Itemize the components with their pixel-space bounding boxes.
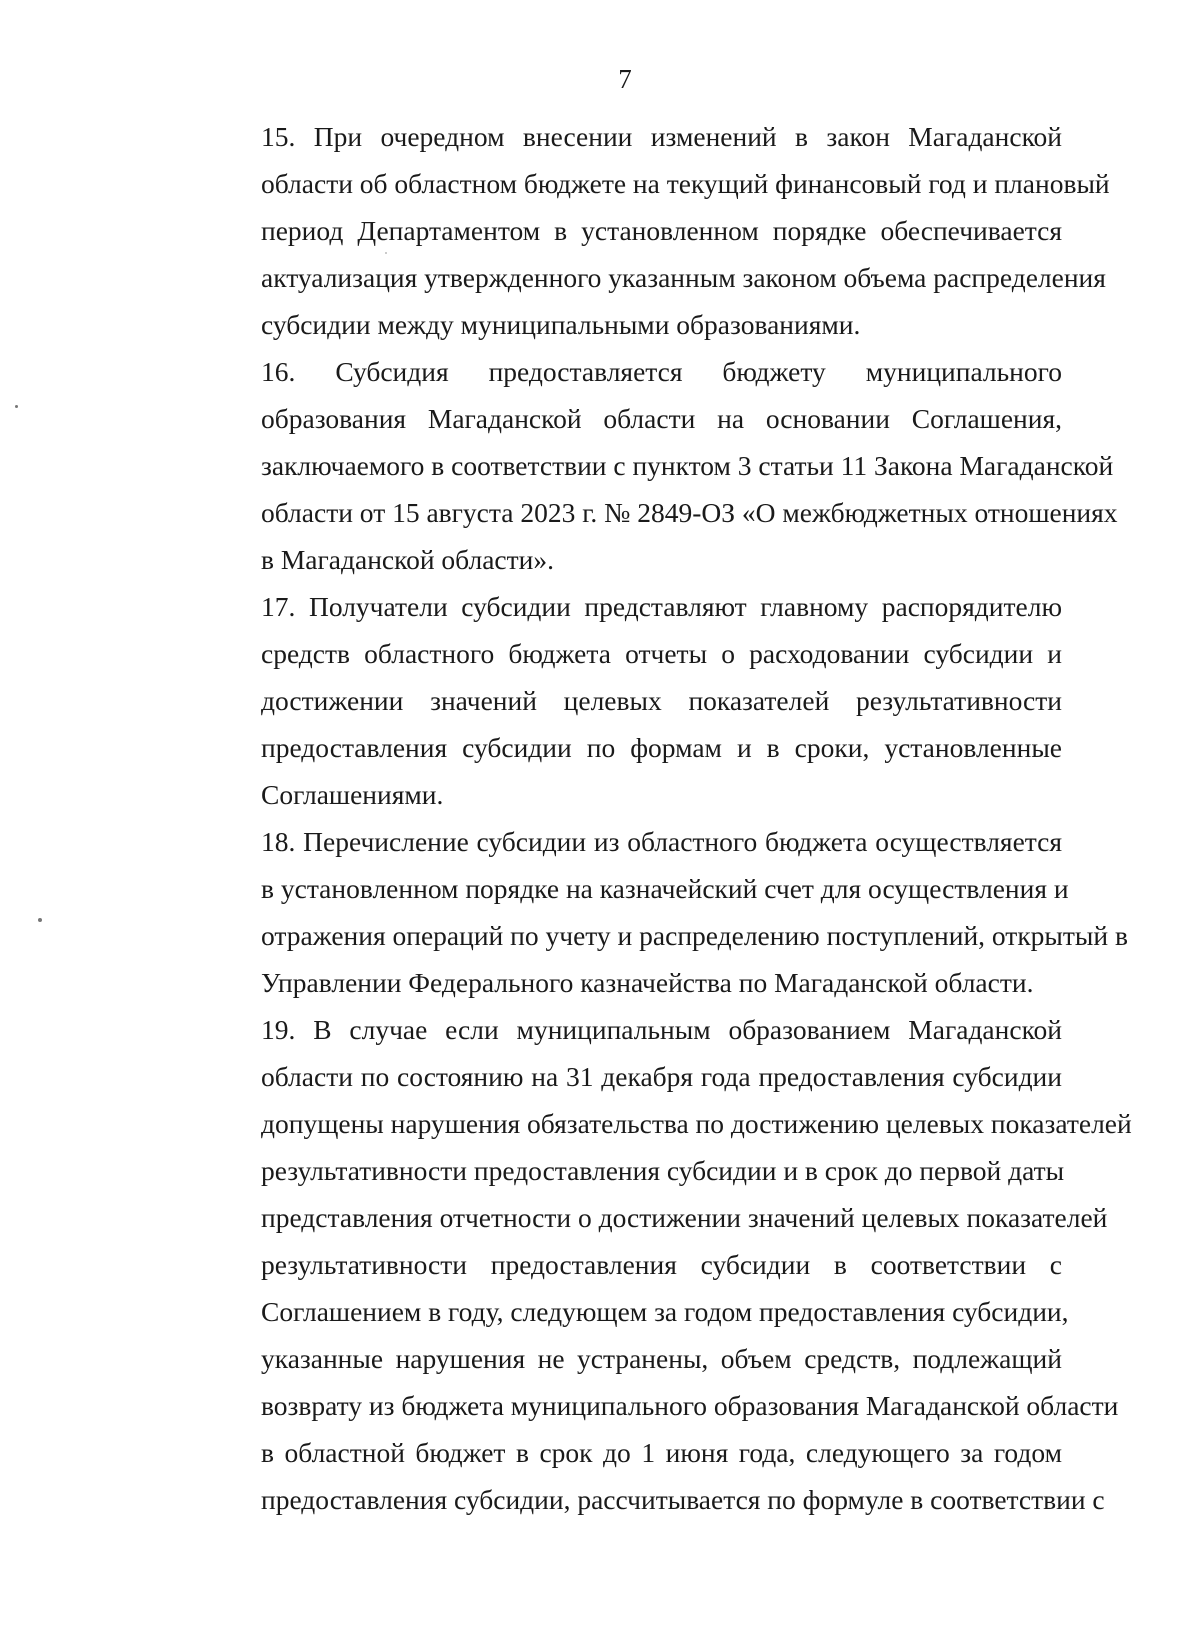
text-line: 16. Субсидия предоставляется бюджету муниципального xyxy=(261,356,1062,387)
text-line: в установленном порядке на казначейский счет для осуществления и xyxy=(261,873,1069,904)
text-line: области об областном бюджете на текущий финансовый год и плановый xyxy=(261,168,1110,199)
text-line: 18. Перечисление субсидии из областного бюджета осуществляется xyxy=(261,826,1062,857)
text-line: достижении значений целевых показателей результативности xyxy=(261,685,1062,716)
page-number: 7 xyxy=(618,64,632,94)
text-line: предоставления субсидии по формам и в сроки, установленные xyxy=(261,732,1062,763)
text-line: 19. В случае если муниципальным образованием Магаданской xyxy=(261,1014,1062,1045)
text-line: отражения операций по учету и распределению поступлений, открытый в xyxy=(261,920,1128,951)
paragraph-15 xyxy=(190,113,1110,348)
text-line: заключаемого в соответствии с пунктом 3 статьи 11 Закона Магаданской xyxy=(261,450,1114,481)
paragraph-19 xyxy=(190,1006,1132,1523)
text-line: предоставления субсидии, рассчитывается по формуле в соответствии с xyxy=(261,1484,1105,1515)
text-line: допущены нарушения обязательства по достижению целевых показателей xyxy=(261,1108,1132,1139)
text-line: результативности предоставления субсидии и в срок до первой даты xyxy=(261,1155,1065,1186)
paragraph-16 xyxy=(190,348,1118,583)
text-line: субсидии между муниципальными образованиями. xyxy=(261,309,861,340)
text-line: в областной бюджет в срок до 1 июня года, следующего за годом xyxy=(261,1437,1062,1468)
paragraph-18 xyxy=(190,818,1128,1006)
document-body xyxy=(190,113,1132,1523)
paragraph-17 xyxy=(190,583,1062,818)
scan-speck xyxy=(38,918,42,922)
text-line: области по состоянию на 31 декабря года предоставления субсидии xyxy=(261,1061,1062,1092)
text-line: 15. При очередном внесении изменений в закон Магаданской xyxy=(261,121,1062,152)
text-line: актуализация утвержденного указанным законом объема распределения xyxy=(261,262,1106,293)
text-line: Соглашениями. xyxy=(261,779,444,810)
text-line: Соглашением в году, следующем за годом предоставления субсидии, xyxy=(261,1296,1069,1327)
text-line: возврату из бюджета муниципального образования Магаданской области xyxy=(261,1390,1119,1421)
text-line: образования Магаданской области на основании Соглашения, xyxy=(261,403,1062,434)
text-line: в Магаданской области». xyxy=(261,544,554,575)
scan-speck xyxy=(385,252,387,254)
scan-speck xyxy=(15,405,18,408)
text-line: указанные нарушения не устранены, объем средств, подлежащий xyxy=(261,1343,1062,1374)
text-line: результативности предоставления субсидии в соответствии с xyxy=(261,1249,1062,1280)
text-line: области от 15 августа 2023 г. № 2849-ОЗ «О межбюджетных отношениях xyxy=(261,497,1118,528)
text-line: представления отчетности о достижении значений целевых показателей xyxy=(261,1202,1108,1233)
text-line: Управлении Федерального казначейства по Магаданской области. xyxy=(261,967,1034,998)
text-line: средств областного бюджета отчеты о расходовании субсидии и xyxy=(261,638,1062,669)
text-line: 17. Получатели субсидии представляют главному распорядителю xyxy=(261,591,1062,622)
text-line: период Департаментом в установленном порядке обеспечивается xyxy=(261,215,1062,246)
